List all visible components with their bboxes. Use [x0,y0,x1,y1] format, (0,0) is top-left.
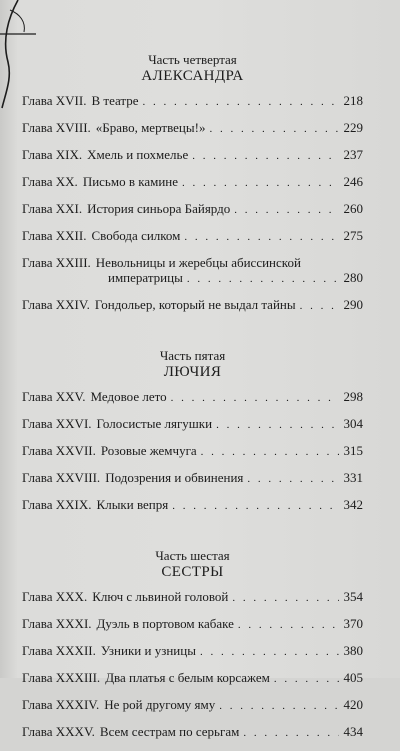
chapter-title: Письмо в камине [82,174,179,189]
page-number: 354 [343,589,363,604]
toc-entry[interactable] [22,255,363,287]
leader-dots [192,149,339,164]
part-label: Часть шестая [155,548,230,563]
part-label: Часть пятая [159,348,226,363]
chapter-number: Глава XXXV. [22,724,95,739]
chapter-title: Всем сестрам по серьгам [99,724,240,739]
chapter-title: Гондольер, который не выдал тайны [94,297,296,312]
part-title: АЛЕКСАНДРА [141,68,244,84]
page-number: 304 [343,416,363,431]
leader-dots [219,699,339,714]
chapter-title: Ключ с львиной головой [92,589,229,604]
page-number: 342 [343,497,363,512]
toc-entry[interactable] [22,724,363,741]
chapter-number: Глава XXIV. [22,297,90,312]
leader-dots [200,645,339,660]
chapter-number: Глава XVII. [22,93,87,108]
page-number: 260 [343,201,363,216]
chapter-title: Клыки вепря [96,497,169,512]
chapter-title: Подозрения и обвинения [105,470,244,485]
chapter-number: Глава XXVIII. [22,470,101,485]
chapter-number: Глава XX. [22,174,78,189]
page-number: 218 [343,93,363,108]
page-number: 331 [343,470,363,485]
toc-entry[interactable] [22,643,363,660]
leader-dots [274,672,339,687]
leader-dots [172,499,339,514]
chapter-title: «Браво, мертвецы!» [95,120,206,135]
toc-entry[interactable] [22,470,363,487]
chapter-title: Медовое лето [90,389,167,404]
part-label: Часть четвертая [148,52,237,67]
toc-entry[interactable] [22,670,363,687]
chapter-title: Свобода силком [91,228,181,243]
chapter-number: Глава XXIX. [22,497,92,512]
part-title: СЕСТРЫ [161,564,224,580]
chapter-number: Глава XXVII. [22,443,96,458]
leader-dots [171,391,339,406]
part-title: ЛЮЧИЯ [163,364,222,380]
leader-dots [247,472,339,487]
chapter-number: Глава XXI. [22,201,83,216]
section-spacer [22,324,363,346]
leader-dots [187,272,339,287]
toc-entry[interactable] [22,589,363,606]
chapter-number: Глава XXX. [22,589,88,604]
toc-section-part-6 [22,546,363,741]
page-number: 298 [343,389,363,404]
chapter-title: В театре [91,93,139,108]
chapter-number: Глава XVIII. [22,120,91,135]
section-spacer [22,524,363,546]
toc-entry[interactable] [22,201,363,218]
chapter-title: Дуэль в портовом кабаке [96,616,234,631]
leader-dots [184,230,339,245]
toc-entry[interactable] [22,616,363,633]
chapter-title: Не рой другому яму [104,697,216,712]
leader-dots [238,618,339,633]
toc-entry[interactable] [22,228,363,245]
chapter-title: Два платья с белым корсажем [105,670,270,685]
page-number: 380 [343,643,363,658]
page-number: 280 [343,270,363,285]
chapter-title: Голосистые лягушки [96,416,213,431]
toc-entry[interactable] [22,497,363,514]
chapter-number: Глава XXVI. [22,416,92,431]
chapter-number: Глава XXXIII. [22,670,101,685]
chapter-title-continued: императрицы [108,270,183,285]
leader-dots [216,418,339,433]
chapter-number: Глава XXII. [22,228,87,243]
page-number: 290 [343,297,363,312]
leader-dots [232,591,339,606]
toc-entry[interactable] [22,416,363,433]
page-number: 229 [343,120,363,135]
page-number: 420 [343,697,363,712]
page-number: 246 [343,174,363,189]
page-number: 275 [343,228,363,243]
leader-dots [234,203,339,218]
chapter-title: Узники и узницы [100,643,196,658]
toc-section-part-5 [22,346,363,514]
toc-entry[interactable] [22,443,363,460]
chapter-number: Глава XXXII. [22,643,96,658]
toc-entry[interactable] [22,120,363,137]
chapter-number: Глава XXXIV. [22,697,100,712]
toc-section-part-4 [22,50,363,314]
page-number: 434 [343,724,363,739]
leader-dots [143,95,339,110]
page-number: 405 [343,670,363,685]
chapter-number: Глава XXIII. [22,255,91,270]
page-number: 370 [343,616,363,631]
table-of-contents [22,50,363,751]
toc-entry[interactable] [22,174,363,191]
toc-entry[interactable] [22,93,363,110]
page-number: 237 [343,147,363,162]
chapter-title: Хмель и похмелье [87,147,189,162]
leader-dots [209,122,339,137]
page-number: 315 [343,443,363,458]
chapter-number: Глава XXV. [22,389,86,404]
toc-entry[interactable] [22,147,363,164]
toc-entry[interactable] [22,697,363,714]
leader-dots [182,176,339,191]
chapter-number: Глава XIX. [22,147,83,162]
chapter-title: Невольницы и жеребцы абиссинской [95,255,301,270]
leader-dots [300,299,339,314]
chapter-number: Глава XXXI. [22,616,92,631]
leader-dots [243,726,339,741]
chapter-title: Розовые жемчуга [100,443,197,458]
leader-dots [201,445,339,460]
toc-entry[interactable] [22,389,363,406]
toc-entry[interactable] [22,297,363,314]
chapter-title: История синьора Байярдо [87,201,231,216]
